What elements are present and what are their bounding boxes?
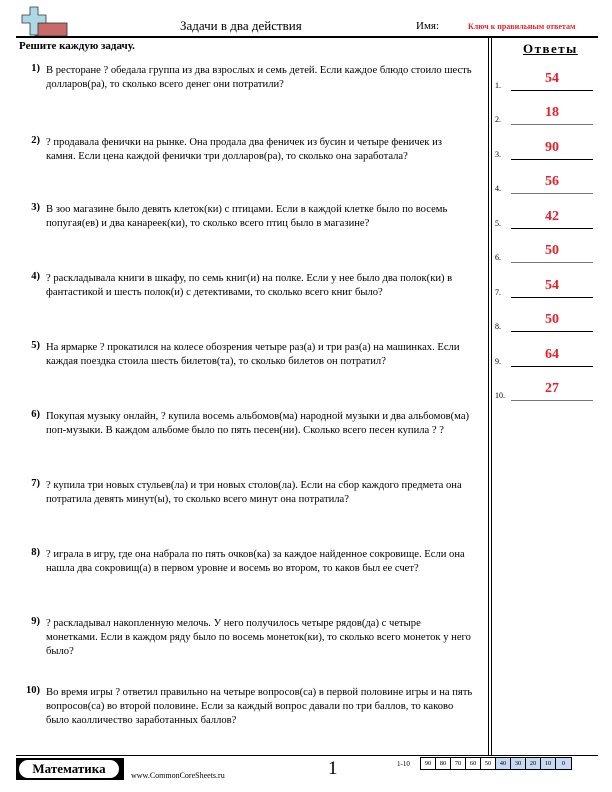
- instructions: Решите каждую задачу.: [19, 40, 135, 52]
- answer-value[interactable]: 27: [545, 381, 559, 396]
- problem-number: 7): [31, 478, 40, 489]
- answer-row: [495, 135, 605, 161]
- answer-row: [495, 376, 605, 402]
- answer-row: [495, 100, 605, 126]
- problem-number: 8): [31, 547, 40, 558]
- header-divider: [16, 36, 598, 38]
- score-cell: 30: [511, 758, 526, 769]
- score-range-label: 1-10: [397, 760, 410, 768]
- answer-row: [495, 307, 605, 333]
- name-label: Имя:: [416, 20, 440, 32]
- answer-value[interactable]: 50: [545, 312, 559, 327]
- answer-row: [495, 169, 605, 195]
- answer-line: [511, 297, 593, 298]
- answer-value[interactable]: 90: [545, 140, 559, 155]
- answer-value[interactable]: 50: [545, 243, 559, 258]
- answer-line: [511, 262, 593, 263]
- problem-text: ? раскладывала книги в шкафу, по семь книг(и) на полке. Если у нее было два полок(ки) в фантастикой и шесть полок(и) с детективами, то сколько всего книг было?: [46, 273, 453, 298]
- answer-label: 5.: [495, 219, 501, 228]
- score-table: [420, 757, 572, 770]
- answers-column-divider: [488, 37, 492, 756]
- score-cell: 50: [481, 758, 496, 769]
- problem-text: Покупая музыку онлайн, ? купила восемь альбомов(ма) народной музыки и два альбомов(ма) поп-музыки. В каждом альбоме было по пять песен(ни). Сколько всего песен купила ? ?: [46, 411, 470, 436]
- score-cell: 20: [526, 758, 541, 769]
- answer-row: [495, 342, 605, 368]
- answer-label: 6.: [495, 253, 501, 262]
- problem-text: В зоо магазине было девять клеток(ки) с птицами. Если в каждой клетке было по восемь попугая(ев) и два канареек(ки), то сколько всего птиц было в магазине?: [46, 204, 448, 229]
- problem-number: 5): [31, 340, 40, 351]
- problem-number: 6): [31, 409, 40, 420]
- problem-text: ? играла в игру, где она набрала по пять очков(ка) за каждое найденное сокровище. Если она нашла два сокровищ(а) в первом уровне и восемь во втором, то каков был ее счет?: [46, 549, 465, 574]
- answer-label: 4.: [495, 184, 501, 193]
- site-link[interactable]: www.CommonCoreSheets.ru: [131, 771, 225, 780]
- answer-row: [495, 273, 605, 299]
- problem-number: 3): [31, 202, 40, 213]
- answer-line: [511, 331, 593, 332]
- score-cell: 60: [466, 758, 481, 769]
- problem-text: В ресторане ? обедала группа из два взрослых и семь детей. Если каждое блюдо стоило шесть долларов(ра), то сколько всего денег они потратили?: [46, 65, 472, 90]
- answer-line: [511, 193, 593, 194]
- answer-row: [495, 238, 605, 264]
- answer-line: [511, 90, 593, 91]
- brand-label: Математика: [19, 760, 119, 778]
- score-cell: 40: [496, 758, 511, 769]
- answers-title: Ответы: [523, 41, 578, 56]
- worksheet-title: Задачи в два действия: [180, 18, 302, 33]
- answer-label: 2.: [495, 115, 501, 124]
- score-cell: 90: [421, 758, 436, 769]
- answer-key-label: Ключ к правильным ответам: [468, 22, 576, 31]
- page-number: 1: [328, 758, 338, 779]
- answer-row: [495, 66, 605, 92]
- problem-number: 1): [31, 63, 40, 74]
- score-cell: 80: [436, 758, 451, 769]
- problem-number: 4): [31, 271, 40, 282]
- answer-value[interactable]: 64: [545, 347, 559, 362]
- answer-line: [511, 228, 593, 229]
- problem-text: На ярмарке ? прокатился на колесе обозрения четыре раз(а) и три раз(а) на машинках. Если каждая поездка стоила шесть билетов(та), то сколько билетов он потратил?: [46, 342, 460, 367]
- footer-divider: [16, 755, 598, 756]
- brand-badge: [16, 758, 124, 780]
- problem-number: 9): [31, 616, 40, 627]
- answer-value[interactable]: 56: [545, 174, 559, 189]
- answer-label: 10.: [495, 391, 505, 400]
- answer-value[interactable]: 54: [545, 71, 559, 86]
- answer-line: [511, 159, 593, 160]
- problem-number: 2): [31, 135, 40, 146]
- problem-text: Во время игры ? ответил правильно на четыре вопросов(са) в первой половине игры и на пять вопросов(са) во второй половине. Если за каждый вопрос давали по три баллов, то каково было каолличество заработанных баллов?: [46, 687, 473, 726]
- answer-line: [511, 124, 593, 125]
- answer-row: [495, 204, 605, 230]
- problem-number: 10): [26, 685, 40, 696]
- answer-value[interactable]: 18: [545, 105, 559, 120]
- score-cell: 10: [541, 758, 556, 769]
- answer-value[interactable]: 54: [545, 278, 559, 293]
- answer-line: [511, 400, 593, 401]
- answer-label: 3.: [495, 150, 501, 159]
- answer-value[interactable]: 42: [545, 209, 559, 224]
- answer-label: 9.: [495, 357, 501, 366]
- answer-label: 7.: [495, 288, 501, 297]
- problem-text: ? раскладывал накопленную мелочь. У него получилось четыре рядов(да) с четыре монетками. Если в каждом ряду было по восемь монеток(ки), то сколько всего монеток у него было?: [46, 618, 471, 657]
- score-cell: 70: [451, 758, 466, 769]
- plus-logo-icon: [18, 5, 68, 37]
- answer-label: 1.: [495, 81, 501, 90]
- score-cell: 0: [556, 758, 571, 769]
- problem-text: ? продавала фенички на рынке. Она продала два феничек из бусин и четыре феничек из камня. Если цена каждой фенички три долларов(ра), то сколько она заработала?: [46, 137, 442, 162]
- answer-line: [511, 366, 593, 367]
- answer-label: 8.: [495, 322, 501, 331]
- problem-text: ? купила три новых стульев(ла) и три новых столов(ла). Если на сбор каждого предмета она потратила девять минут(ы), то сколько всего минут она потратила?: [46, 480, 462, 505]
